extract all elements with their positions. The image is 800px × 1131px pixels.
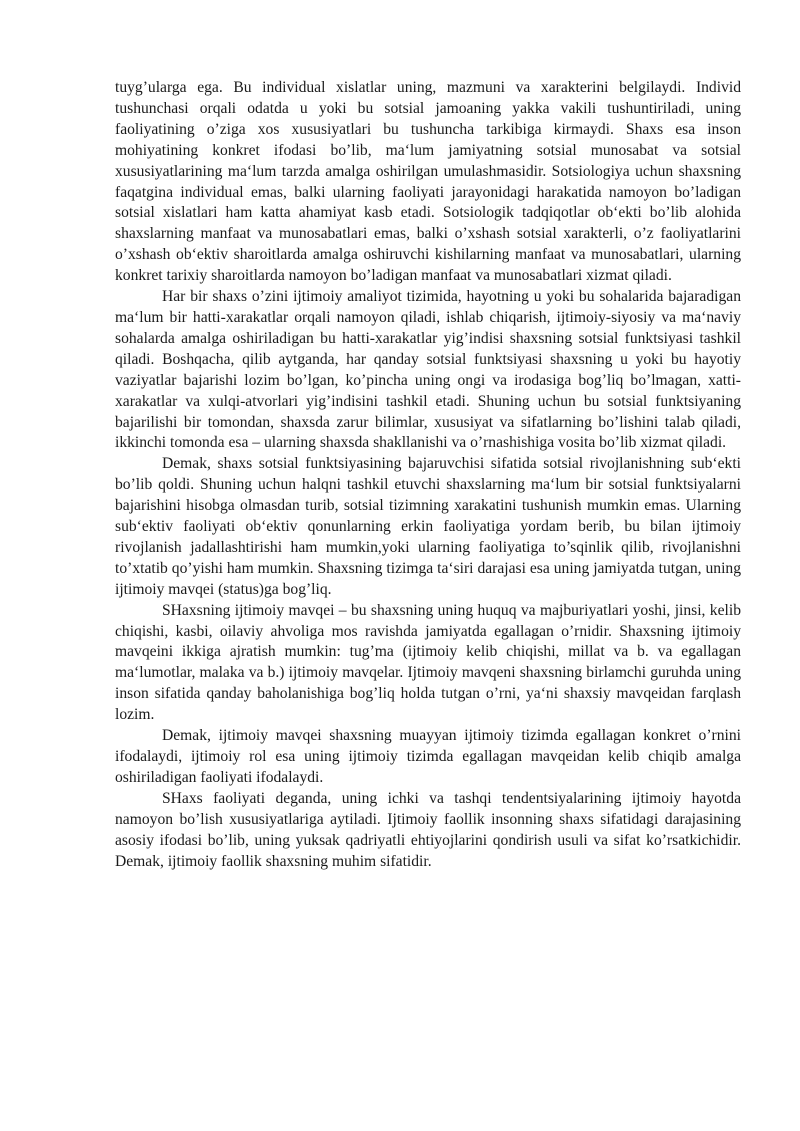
paragraph-social-function: Har bir shaxs o’zini ijtimoiy amaliyot tizimida, hayotning u yoki bu sohalarida bajaradigan ma‘lum bir hatti-xarakatlar orqali namoyon qiladi, ishlab chiqarish, ijtimoiy-siyosiy va ma‘naviy sohalarda amalga oshiriladigan bu hatti-xarakatlar yig’indisi shaxsning sotsial funktsiyasi tashkil qiladi. Boshqacha, qilib aytganda, har qanday sotsial funktsiyasi shaxsning u yoki bu hayotiy vaziyatlar bajarishi lozim bo’lgan, ko’pincha uning ongi va irodasiga bog’liq bo’lmagan, xatti-xarakatlar va xulqi-atvorlari yig’indisini tashkil etadi. Shuning uchun bu sotsial funktsiyaning bajarilishi bir tomondan, shaxsda zarur bilimlar, xususiyat va sifatlarning bo’lishini talab qiladi, ikkinchi tomonda esa – ularning shaxsda shakllanishi va o’rnashishiga vosita bo’lib xizmat qiladi. [115,288,741,452]
document-page [115,78,741,872]
paragraph-social-activity: SHaxs faoliyati deganda, uning ichki va tashqi tendentsiyalarining ijtimoiy hayotda namoyon bo’lish xususiyatlariga aytiladi. Ijtimoiy faollik insonning shaxs sifatidagi darajasining asosiy ifodasi bo’lib, uning yuksak qadriyatli ehtiyojlarini qondirish usuli va sifat ko’rsatkichidir. Demak, ijtimoiy faollik shaxsning muhim sifatidir. [115,789,741,870]
paragraph-status-and-role: Demak, ijtimoiy mavqei shaxsning muayyan ijtimoiy tizimda egallagan konkret o’rnini ifodalaydi, ijtimoiy rol esa uning ijtimoiy tizimda egallagan mavqeidan kelib chiqib amalga oshiriladigan faoliyati ifodalaydi. [115,727,741,786]
paragraph-continuation: tuyg’ularga ega. Bu individual xislatlar uning, mazmuni va xarakterini belgilaydi. Individ tushunchasi orqali odatda u yoki bu sotsial jamoaning yakka vakili tushuntiriladi, uning faoliyatining o’ziga xos xususiyatlari bu tushuncha tarkibiga kirmaydi. Shaxs esa inson mohiyatining konkret ifodasi bo’lib, ma‘lum jamiyatning sotsial munosabat va sotsial xususiyatlarining ma‘lum tarzda amalga oshirilgan umulashmasidir. Sotsiologiya uchun shaxsning faqatgina individual emas, balki ularning faoliyati jarayonidagi harakatida namoyon bo’ladigan sotsial xislatlari ham katta ahamiyat kasb etadi. Sotsiologik tadqiqotlar ob‘ekti bo’lib alohida shaxslarning manfaat va munosabatlari emas, balki o’xshash sotsial xarakterli, o’z faoliyatlarini o’xshash ob‘ektiv sharoitlarda amalga oshiruvchi kishilarning manfaat va munosabatlari, ularning konkret tarixiy sharoitlarda namoyon bo’ladigan manfaat va munosabatlari xizmat qiladi. [115,79,741,285]
paragraph-social-status: SHaxsning ijtimoiy mavqei – bu shaxsning uning huquq va majburiyatlari yoshi, jinsi, kelib chiqishi, kasbi, oilaviy ahvoliga mos ravishda jamiyatda egallagan o’rnidir. Shaxsning ijtimoiy mavqeini ikkiga ajratish mumkin: tug’ma (ijtimoiy kelib chiqishi, millat va b. va egallagan ma‘lumotlar, malaka va b.) ijtimoiy mavqelar. Ijtimoiy mavqeni shaxsning birlamchi guruhda uning inson sifatida qanday baholanishiga bog’liq holda tutgan o’rni, ya‘ni shaxsiy mavqeidan farqlash lozim. [115,601,741,724]
paragraph-social-subject: Demak, shaxs sotsial funktsiyasining bajaruvchisi sifatida sotsial rivojlanishning sub‘ekti bo’lib qoldi. Shuning uchun halqni tashkil etuvchi shaxslarning ma‘lum bir sotsial funktsiyalarni bajarishini hisobga olmasdan turib, sotsial tizimning xarakatini tushunish mumkin emas. Ularning sub‘ektiv faoliyati ob‘ektiv qonunlarning erkin faoliyatiga yordam berib, bu bilan ijtimoiy rivojlanish jadallashtirishi ham mumkin,yoki ularning faoliyatiga to’sqinlik qilib, rivojlanishni to’xtatib qo’yishi ham mumkin. Shaxsning tizimga ta‘siri darajasi esa uning jamiyatda tutgan, uning ijtimoiy mavqei (status)ga bog’liq. [115,455,741,598]
